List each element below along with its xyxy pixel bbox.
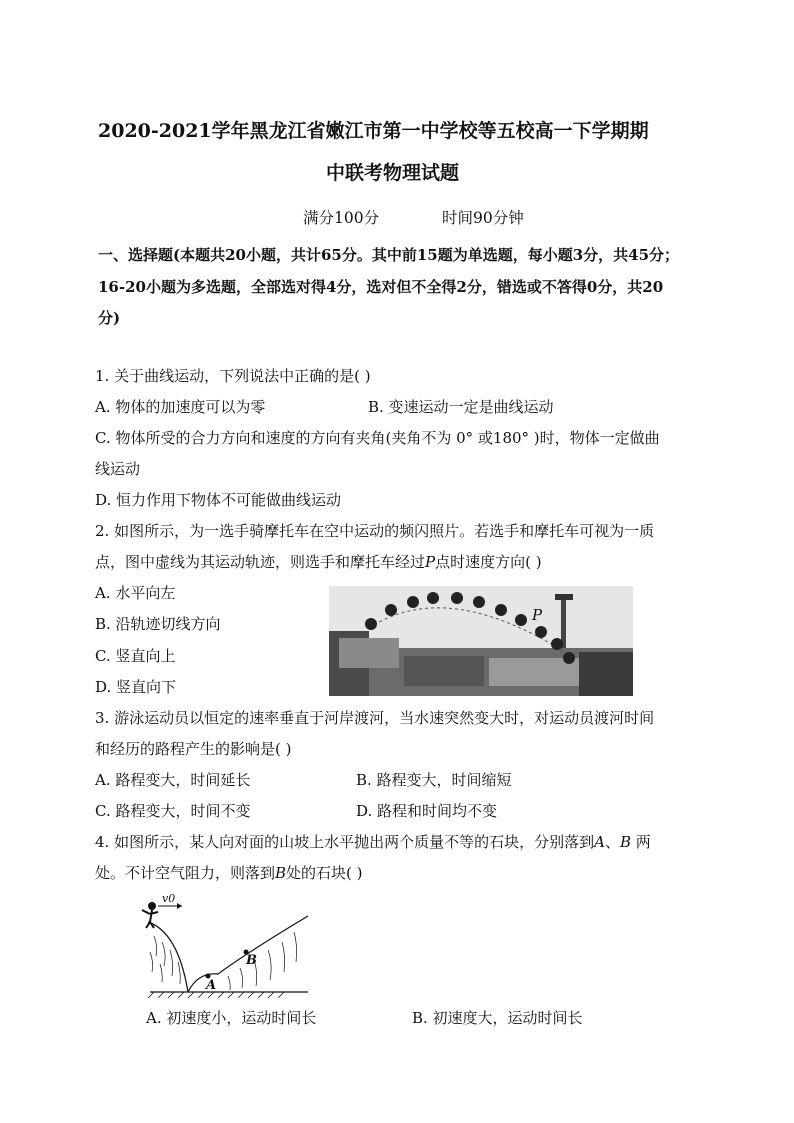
q4-stem-line2: 处。不计空气阻力，则落到B处的石块( )	[95, 864, 363, 882]
v0-label: v0	[162, 892, 176, 905]
section-instructions-line3: 分)	[98, 309, 121, 327]
q3-option-b: B. 路程变大，时间缩短	[356, 771, 512, 789]
q1-option-b: B. 变速运动一定是曲线运动	[368, 398, 554, 416]
q2-option-d: D. 竖直向下	[95, 678, 177, 696]
q1-option-c-line1: C. 物体所受的合力方向和速度的方向有夹角(夹角不为 0° 或180° )时，物体一定做曲	[95, 429, 660, 447]
projectile-hill-diagram	[138, 892, 313, 1000]
photo-p-label: P	[532, 606, 543, 624]
motorcycle-stroboscopic-photo	[329, 586, 633, 696]
q2-option-c: C. 竖直向上	[95, 647, 176, 665]
q4-stem-line1: 4. 如图所示，某人向对面的山坡上水平抛出两个质量不等的石块，分别落到A、B 两	[95, 833, 651, 851]
q2-stem-line2: 点，图中虚线为其运动轨迹，则选手和摩托车经过P点时速度方向( )	[95, 553, 542, 571]
q2-stem-line1: 2. 如图所示，为一选手骑摩托车在空中运动的频闪照片。若选手和摩托车可视为一质	[95, 522, 655, 540]
q3-option-d: D. 路程和时间均不变	[356, 802, 498, 820]
page-title-line1: 2020-2021学年黑龙江省嫩江市第一中学校等五校高一下学期期	[98, 120, 649, 142]
q2-option-b: B. 沿轨迹切线方向	[95, 615, 221, 633]
time-limit: 时间90分钟	[442, 209, 524, 227]
q3-stem-line1: 3. 游泳运动员以恒定的速率垂直于河岸渡河，当水速突然变大时，对运动员渡河时间	[95, 709, 655, 727]
q1-stem: 1. 关于曲线运动，下列说法中正确的是( )	[95, 367, 371, 385]
section-instructions-line1: 一、选择题(本题共20小题，共计65分。其中前15题为单选题，每小题3分，共45分；	[98, 246, 680, 264]
q4-option-b: B. 初速度大，运动时间长	[412, 1009, 583, 1027]
q4-option-a: A. 初速度小，运动时间长	[146, 1009, 317, 1027]
point-b-label: B	[246, 953, 257, 968]
full-marks: 满分100分	[303, 209, 380, 227]
page-title-line2: 中联考物理试题	[326, 162, 460, 184]
q3-option-a: A. 路程变大，时间延长	[95, 771, 251, 789]
q2-option-a: A. 水平向左	[95, 584, 176, 602]
q1-option-d: D. 恒力作用下物体不可能做曲线运动	[95, 491, 342, 509]
point-a-label: A	[206, 978, 217, 993]
q1-option-a: A. 物体的加速度可以为零	[95, 398, 266, 416]
q1-option-c-line2: 线运动	[95, 460, 141, 478]
q3-stem-line2: 和经历的路程产生的影响是( )	[95, 740, 292, 758]
section-instructions-line2: 16-20小题为多选题，全部选对得4分，选对但不全得2分，错选或不答得0分，共20	[98, 278, 664, 296]
q3-option-c: C. 路程变大，时间不变	[95, 802, 251, 820]
